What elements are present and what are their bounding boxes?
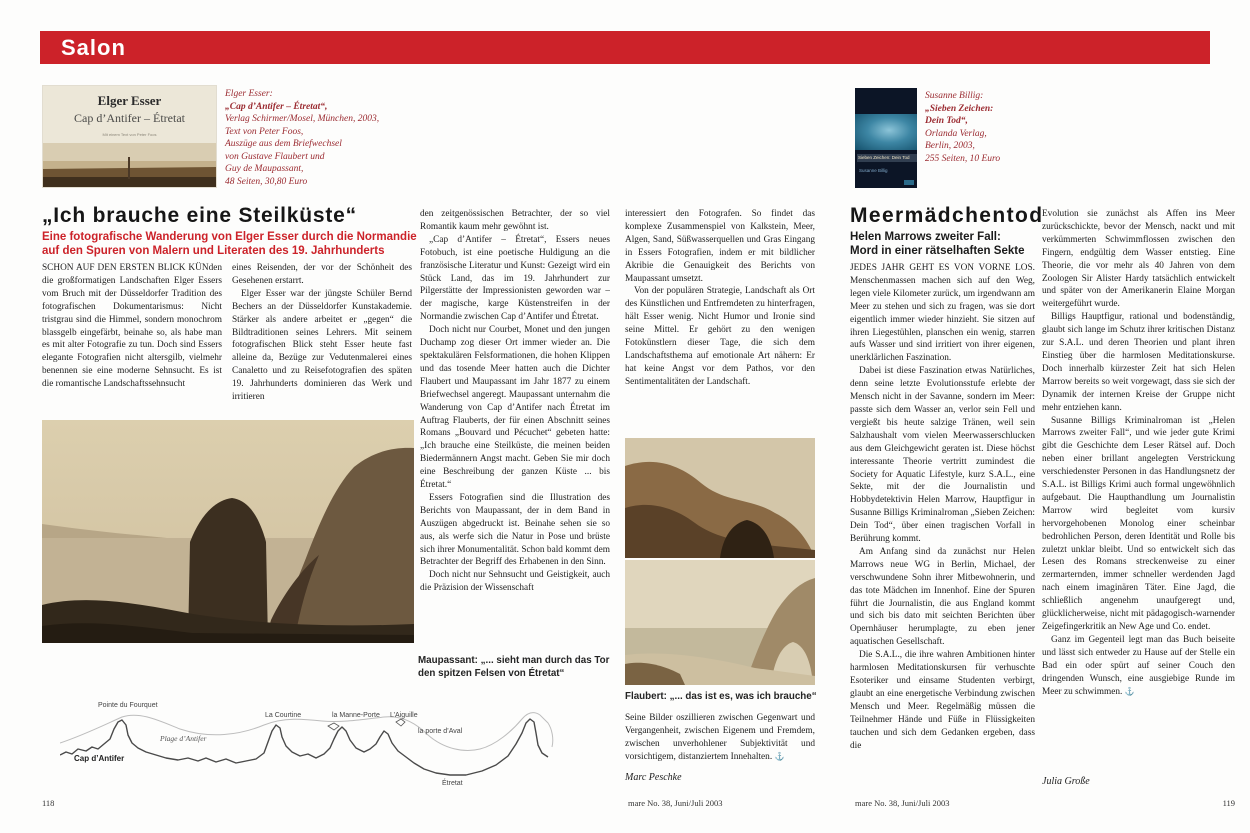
right-article-author: Julia Große [1042, 776, 1090, 787]
paragraph: Von der populären Strategie, Landschaft als Ort des Künstlichen und Entfremdeten zu hinterfragen, hält Esser wenig. Nicht Humor und Ironie sind seine Mittel. Er gehört zu den wenigen Fotokünstlern dieser Tage, die sich dem Landschaftsthema auf emotionale Art nähern: Er hat keine Angst vor dem Pathos, vor den Sentimentalitäten der Landschaft. [625, 286, 815, 387]
paragraph: den zeitgenössischen Betrachter, der so viel Romantik kaum mehr gewöhnt ist. [420, 209, 610, 232]
paragraph: Dabei ist diese Faszination etwas Natürliches, denn seine letzte Evolutionsstufe erlebte der Mensch nicht in der Savanne, sondern im Meer: passte sich dem Wasser an, verlor sein Fell und vergießt bis heute salzige Tränen, weil sein Salzhaushalt vom vielen Meerwasserschlucken aus dem Gleichgewicht geraten ist. Diese höchst interessante Theorie vertritt zumindest die Society for Aquatic Lifestyle, kurz S.A.L., eine Sekte, mit der die Journalistin und Hobbydetektivin Helen Marrow, Hauptfigur in Susanne Billigs Kriminalroman „Sieben Zeichen: Dein Tod“, über einen tragischen Vorfall in Berührung kommt. [850, 366, 1035, 545]
section-bar [40, 31, 1210, 64]
paragraph [625, 712, 815, 764]
map-label-pointe-du-fourquet: Pointe du Fourquet [98, 702, 158, 709]
paragraph: Am Anfang sind da zunächst nur Helen Marrows neue WG in Berlin, Michael, der verschwundene Sohn ihrer Mitbewohnerin, und das tote Mädchen im Innenhof. Eine der Spuren führt die Journalistin, die aus England kommt und sich bis dato mit seichten Berichten über Opernhäuser herumplagte, zu eben jener aquatischen Gesellschaft. [850, 546, 1035, 648]
map-label-cap-antifer: Cap d’Antifer [74, 754, 125, 763]
subtitle-line: auf den Spuren von Malern und Literaten des 19. Jahrhunderts [42, 244, 385, 257]
left-article-closing [625, 712, 815, 778]
caption-flaubert: Flaubert: „... das ist es, was ich brauche“ [625, 691, 817, 702]
book-cover-billig [855, 88, 917, 188]
right-article-column-1 [850, 262, 1035, 809]
left-article-column-4 [625, 208, 815, 437]
biblio-line: Elger Esser: [225, 89, 273, 99]
right-article-column-2 [1042, 208, 1235, 766]
footer-left: mare No. 38, Juni/Juli 2003 [628, 798, 723, 808]
map-label-etretat: Étretat [442, 780, 463, 787]
biblio-line: 48 Seiten, 30,80 Euro [225, 176, 308, 187]
left-article-column-1 [42, 262, 222, 415]
biblio-line: Verlag Schirmer/Mosel, München, 2003, [225, 114, 380, 124]
right-article-headline: Meermädchentod [850, 204, 1044, 227]
left-article-author: Marc Peschke [625, 772, 682, 783]
cover-photo [43, 143, 216, 187]
paragraph [1042, 634, 1235, 699]
subtitle-line: Mord in einer rätselhaften Sekte [850, 244, 1025, 257]
end-of-article-icon: ⚓ [774, 751, 785, 761]
section-title: Salon [61, 34, 126, 60]
end-of-article-icon: ⚓ [1124, 686, 1135, 696]
paragraph: Essers Fotografien sind die Illustration des Berichts von Maupassant, der in dem Band in Auszügen abgedruckt ist. Beinahe sehen sie so aus, als werfe sich die Natur in Pose und brüste sich ihrer Monumentalität. Schon bald kommt dem Betrachter der Begriff des Erhabenen in den Sinn. [420, 492, 610, 568]
paragraph: Elger Esser war der jüngste Schüler Bernd Bechers an der Düsseldorfer Kunstakademie. Stärker als andere arbeitet er „gegen“ die Bildtraditionen seines Lehrers. Mit seinem fotografischen Blick steht Esser heute fast alleine da, Bezüge zur Vedutenmalerei eines Canaletto und zu Reisefotografien des späten 19. Jahrhunderts dominieren das Werk und irritieren [232, 288, 412, 403]
left-article-column-2 [232, 262, 412, 415]
book-cover-esser [42, 85, 217, 188]
coastline-map [60, 695, 620, 795]
right-article-subtitle [850, 231, 1065, 258]
biblio-line: 255 Seiten, 10 Euro [925, 153, 1001, 164]
biblio-line: „Sieben Zeichen: [925, 103, 994, 114]
map-label-la-manne-porte: la Manne-Porte [332, 712, 380, 719]
left-article-headline: „Ich brauche eine Steilküste“ [42, 204, 357, 227]
map-label-plage-antifer: Plage d’Antifer [160, 734, 207, 743]
paragraph: Billigs Hauptfigur, rational und bodenständig, glaubt sich lange im Schutz ihrer kritischen Distanz zur S.A.L. und deren Theorien und plant ihren Einstieg über die harmlosen Meditationskurse. Doch innerhalb kürzester Zeit hat sich Helen Marrow bereits so weit vorgewagt, dass sie sich der Dynamik der internen Kreise der Gruppe nicht mehr entziehen kann. [1042, 312, 1235, 413]
paragraph: Doch nicht nur Courbet, Monet und den jungen Duchamp zog dieser Ort immer wieder an. Die spektakulären Felsformationen, die hohen Klippen und das tosende Meer hatten auch die Dichter Flaubert und Maupassant im Jahr 1877 zu einem Briefwechsel angeregt. Maupassant unternahm die Wanderung von Cap d’Antifer nach Étretat im Auftrag Flauberts, der für einen Abschnitt seines Romans „Bouvard und Pécuchet“ gebeten hatte: „Ich brauche eine Steilküste, die meinen beiden Biedermännern Angst macht. Geben Sie mir doch eine Beschreibung der ganzen Küste ... bis Étretat.“ [420, 325, 610, 491]
biblio-line: „Cap d’Antifer – Étretat“, [225, 101, 328, 112]
map-label-porte-aval: la porte d’Aval [418, 728, 463, 735]
cover-photo-turtle [855, 114, 917, 150]
biblio-line: Dein Tod“, [925, 116, 968, 126]
publisher-logo [904, 180, 914, 185]
page-number-left: 118 [42, 798, 55, 808]
paragraph: interessiert den Fotografen. So findet das komplexe Zusammenspiel von Kalkstein, Meer, Algen, Sand, Süßwasserquellen und Gras Eingang in Essers Fotografien, indem er mit bildlicher Akribie die Genauigkeit des Berichts von Maupassant umsetzt. [625, 209, 815, 284]
photo-cliff-arch-detail [625, 438, 815, 558]
paragraph: Doch nicht nur Sehnsucht und Geistigkeit, auch die Präzision der Wissenschaft [420, 570, 610, 594]
cover-author: Susanne Billig [859, 168, 888, 173]
biblio-billig [925, 90, 1000, 165]
closing-text: Seine Bilder oszillieren zwischen Gegenwart und Vergangenheit, zwischen Eigenem und Fremdem, zwischen unverhohlener Subjektivität und vorsichtigem, distanziertem Innehalten. [625, 713, 815, 762]
closing-text: Ganz im Gegenteil legt man das Buch beiseite und lässt sich entweder zu Hause auf der Stelle ein Bad ein oder spürt auf seiner Couch den dringenden Wunsch, eine ausgiebige Runde im Meer zu schwimmen. [1042, 634, 1235, 697]
biblio-line: Text von Peter Foos, [225, 126, 304, 137]
map-label-aiguille: L’Aiguille [390, 712, 418, 719]
biblio-line: Susanne Billig: [925, 91, 984, 101]
caption-maupassant: Maupassant: „... sieht man durch das Tor den spitzen Felsen von Étretat“ [418, 655, 610, 679]
cover-title: Cap d’Antifer – Étretat [74, 111, 185, 125]
biblio-esser [225, 88, 379, 188]
biblio-line: Orlanda Verlag, [925, 128, 987, 139]
cover-title: Sieben Zeichen: Dein Tod [857, 154, 917, 162]
paragraph: Die S.A.L., die ihre wahren Ambitionen hinter harmlosen Meditationskursen für verhuschte Esoteriker und einsame Studenten verbirgt, glaubt an eine energetische Verbindung zwischen Mensch und Meer. Regelmäßig müssen die Teilnehmer Hände und Füße in Flüssigkeiten tauchen und sich dem Gedanken ergeben, dass die [850, 650, 1035, 751]
paragraph: Susanne Billigs Kriminalroman ist „Helen Marrows zweiter Fall“, und wie jeder gute Krimi gibt die Geschichte dem Leser Rätsel auf. Doch neben einer brillant angelegten Verstrickung verschiedenster Personen in das Handlungsnetz der S.A.L. ist Billigs Krimi auch formal ungewöhnlich aufgebaut. Die Haupthandlung um Journalistin Marrow wird begleitet vom kursiv hervorgehobenen Monolog einer scheinbar bedrohlichen Person, deren Identität und Rolle bis zuletzt unklar bleibt. Und so entwickelt sich das Lesen des Romans streckenweise zu einer zermarternden, immer schneller werdenden Jagd nach einem imaginären Täter. Eine Jagd, die schließlich angenehm unaufgeregt und, glücklicherweise, nicht mit pädagogisch-warnender Zeigefingerkritik an New Age und Co. endet. [1042, 415, 1235, 632]
cover-author: Elger Esser [97, 93, 162, 108]
left-article-subtitle [42, 231, 462, 258]
biblio-line: Guy de Maupassant, [225, 164, 304, 174]
biblio-line: von Gustave Flaubert und [225, 151, 325, 162]
paragraph: Evolution sie zunächst als Affen ins Meer zurückschickte, bevor der Mensch, nackt und mit verkümmerten Schwimmflossen zwischen den Fingern, endgültig dem Wasser entstieg. Eine Theorie, die vor mehr als 40 Jahren von dem Zoologen Sir Alister Hardy tatsächlich entwickelt und später von der Amerikanerin Elaine Morgan weitergeführt wurde. [1042, 209, 1235, 310]
subtitle-line: Helen Marrows zweiter Fall: [850, 231, 1001, 243]
biblio-line: Auszüge aus dem Briefwechsel [225, 139, 342, 149]
paragraph: SCHON AUF DEN ERSTEN BLICK KÜNden die großformatigen Landschaften Elger Essers vom Bruch mit der Düsseldorfer Tradition des fotografischen Dokumentarismus: Nicht tristgrau sind die Himmel, sondern monochrom blassgelb eingefärbt, beinahe so, als habe man es mit alter Fotografie zu tun. Doch sind Essers elegante Fotografien nicht altersgilb, vielmehr benennen sie eine moderne Sehnsucht. Es ist die romantische Landschaftssehnsucht [42, 263, 222, 390]
footer-right: mare No. 38, Juni/Juli 2003 [855, 798, 950, 808]
map-label-la-courtine: La Courtine [265, 712, 302, 719]
page-number-right: 119 [1222, 798, 1235, 808]
cover-subline: Mit einem Text von Peter Foos [102, 132, 157, 137]
photo-beach-arch [625, 560, 815, 685]
paragraph: „Cap d’Antifer – Étretat“, Essers neues Fotobuch, ist eine poetische Huldigung an die französische Literatur und Kunst: Gezeigt wird ein Stück Land, das im 19. Jahrhundert zur Pilgerstätte der Impressionisten geworden war – der magische, karge Küstenstreifen in der Normandie zwischen Cap d’Antifer und Étretat. [420, 234, 610, 323]
paragraph: eines Reisenden, der vor der Schönheit des Gesehenen erstarrt. [232, 263, 412, 286]
paragraph: JEDES JAHR GEHT ES VON VORNE LOS. Menschenmassen machen sich auf den Weg, legen viele Kilometer zurück, um irgendwann am Meer zu stehen und sich zu fragen, was sie dort eigentlich immer wieder hinzieht. Sie sitzen auf ihren Liegestühlen, planschen ein wenig, starren aufs Wasser und sind irritiert von ihrer eigenen, unerklärlichen Faszination. [850, 263, 1035, 364]
biblio-line: Berlin, 2003, [925, 141, 975, 151]
left-article-column-3 [420, 208, 610, 648]
subtitle-line: Eine fotografische Wanderung von Elger Esser durch die Normandie [42, 231, 417, 243]
photo-etretat-cliffs [42, 420, 414, 643]
